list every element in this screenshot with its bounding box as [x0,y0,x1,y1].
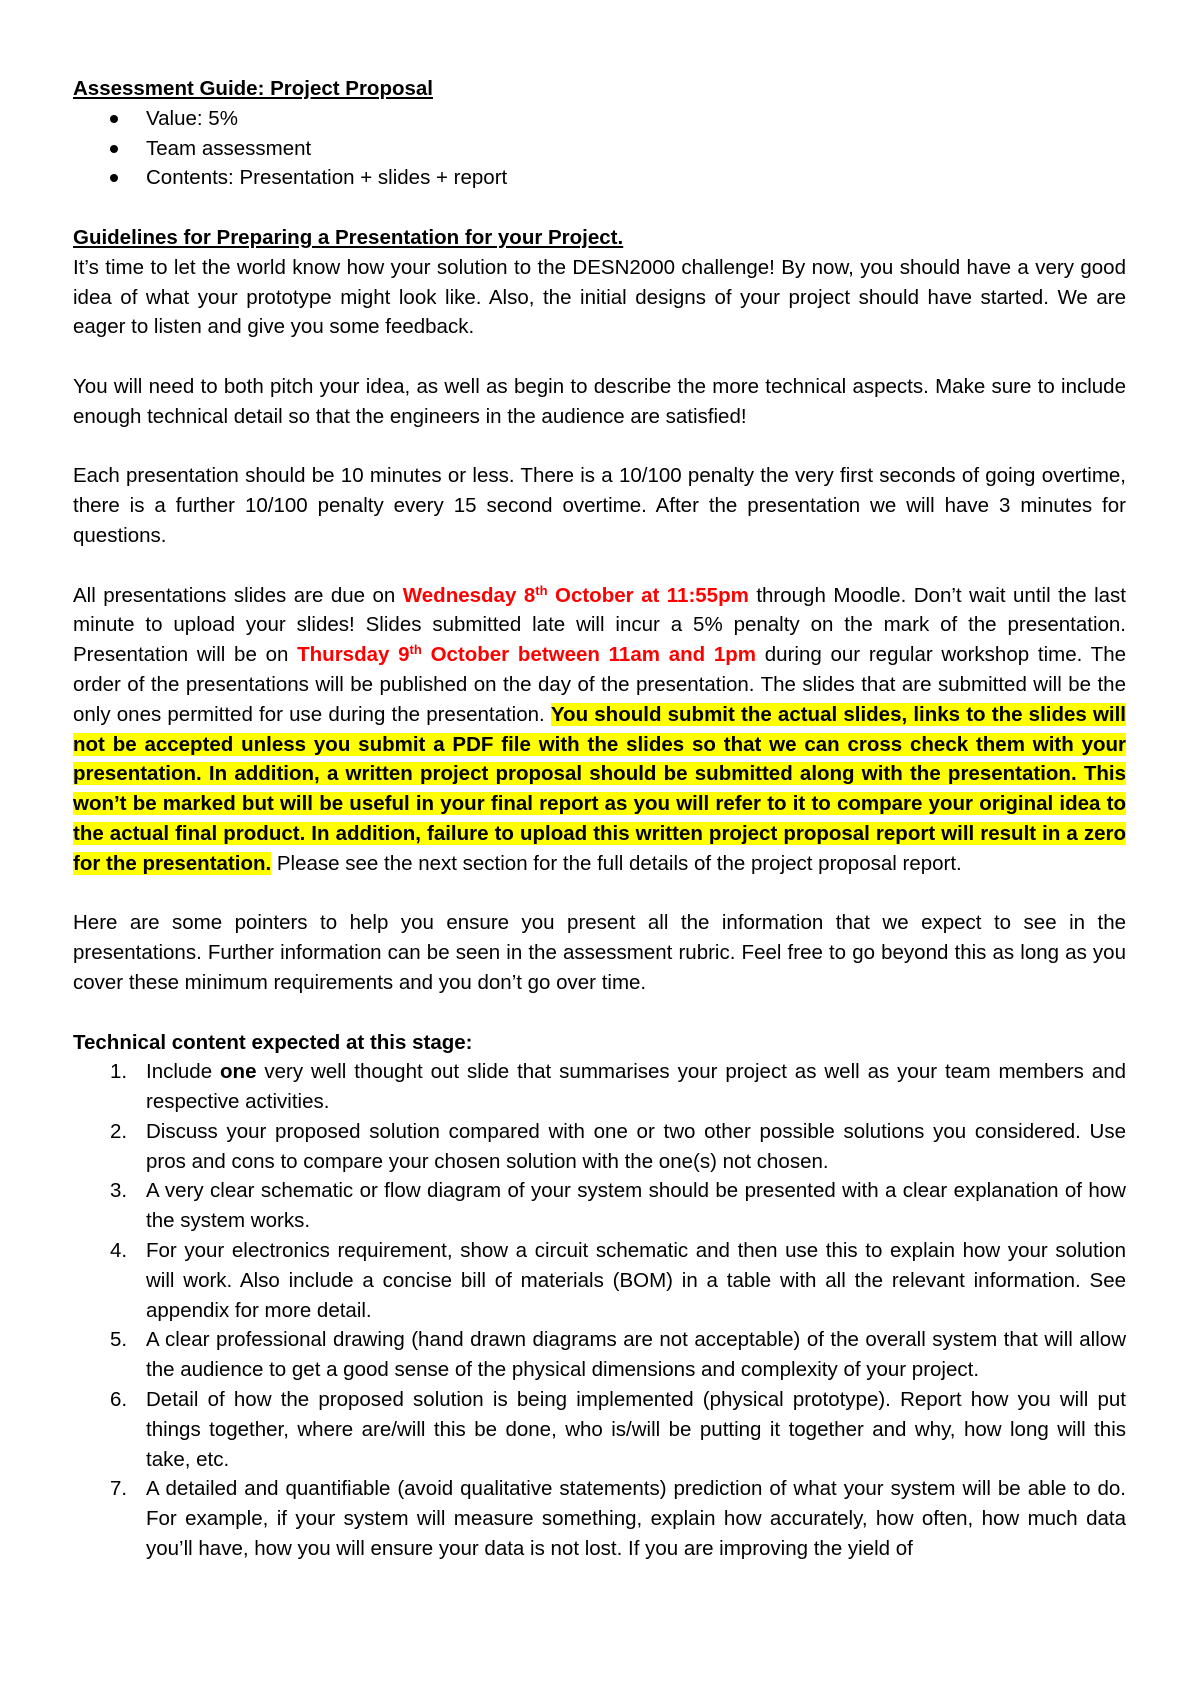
list-item-text: Discuss your proposed solution compared with one or two other possible solutions you considered. Use pros and cons to compare your chosen solution with the one(s) not chosen. [146,1119,1126,1173]
list-item [73,1325,1126,1385]
list-item [73,1385,1126,1474]
list-item-number: 5. [110,1328,128,1352]
page-title: Assessment Guide: Project Proposal [73,77,434,100]
spacer [73,193,1126,223]
highlighted-notice: You should submit the actual slides, links to the slides will not be accepted unless you submit a PDF file with the slides so that we can cross check them with your presentation. In addition, a written project proposal should be submitted along with the presentation. This won’t be marked but will be useful in your final report as you will refer to it to compare your original idea to the actual final product. In addition, failure to upload this written project proposal report will result in a zero for the presentation. [73,702,1126,875]
summary-bullet-list [73,104,1126,193]
bullet-icon [110,145,118,153]
paragraph-text: Please see the next section for the full details of the project proposal report. [271,851,962,875]
list-item-text: For your electronics requirement, show a circuit schematic and then use this to explain how your solution will work. Also include a concise bill of materials (BOM) in a table with all the relevant information. See appendix for more detail. [146,1239,1126,1322]
list-item-text: Contents: Presentation + slides + report [146,166,508,190]
spacer [73,879,1126,909]
presentation-date-text: October between 11am and 1pm [421,643,757,667]
paragraph-deadlines [73,581,1126,879]
paragraph-text: through Moodle. Don’t wait until the last minute to upload your slides! Slides submitted late will incur a 5% penalty on the mark of the presentation. Presentation will be on [73,583,1126,667]
bullet-icon [110,115,118,123]
presentation-date-suffix: th [409,642,422,658]
list-item-number: 2. [110,1119,128,1143]
spacer [73,551,1126,581]
due-date-text: October at 11:55pm [547,583,749,607]
list-item [73,134,1126,164]
list-item-text: Detail of how the proposed solution is being implemented (physical prototype). Report how you will put things together, where are/will this be done, who is/will be putting it together and why, how long will this take, etc. [146,1388,1126,1471]
list-item-number: 3. [110,1179,128,1203]
list-item-text: A detailed and quantifiable (avoid qualitative statements) prediction of what your system will be able to do. For example, if your system will measure something, explain how accurately, how often, how much data you’ll have, how you will ensure your data is not lost. If you are improving the yield of [146,1477,1126,1561]
spacer [73,998,1126,1028]
list-item [73,1117,1126,1177]
list-item-number: 4. [110,1239,128,1263]
list-item-text: Team assessment [146,136,312,160]
list-item-emphasis: one [220,1060,257,1084]
section-heading-technical: Technical content expected at this stage: [73,1030,473,1054]
due-date-suffix: th [535,582,548,598]
list-item-text: Value: 5% [146,106,238,130]
list-item [73,1236,1126,1325]
list-item [73,163,1126,193]
spacer [73,432,1126,462]
section-heading-guidelines: Guidelines for Preparing a Presentation for your Project. [73,225,624,249]
list-item-number: 7. [110,1477,128,1501]
list-item-text: A clear professional drawing (hand drawn diagrams are not acceptable) of the overall system that will allow the audience to get a good sense of the physical dimensions and complexity of your project. [146,1328,1126,1382]
presentation-date-text: Thursday 9 [297,643,410,667]
list-item [73,1176,1126,1236]
paragraph-pointers: Here are some pointers to help you ensure you present all the information that we expect to see in the presentations. Further information can be seen in the assessment rubric. Feel free to go beyond this as long as you cover these minimum requirements and you don’t go over time. [73,911,1126,994]
list-item-text: very well thought out slide that summarises your project as well as your team members and respective activities. [146,1060,1126,1114]
presentation-date [297,643,756,666]
paragraph-text: during our regular workshop time. The order of the presentations will be published on the day of the presentation. The slides that are submitted will be the only ones permitted for use during the presentation. [73,643,1126,726]
due-date-text: Wednesday 8 [402,583,536,607]
paragraph-timing: Each presentation should be 10 minutes or less. There is a 10/100 penalty the very first seconds of going overtime, there is a further 10/100 penalty every 15 second overtime. After the presentation we will have 3 minutes for questions. [73,464,1126,547]
list-item [73,1057,1126,1117]
technical-content-list [73,1057,1126,1564]
spacer [73,342,1126,372]
list-item [73,104,1126,134]
list-item-number: 1. [110,1060,128,1084]
list-item [73,1474,1126,1563]
list-item-text: Include [146,1060,221,1084]
list-item-text: A very clear schematic or flow diagram of your system should be presented with a clear explanation of how the system works. [146,1179,1126,1233]
paragraph-text: All presentations slides are due on [73,583,403,607]
bullet-icon [110,174,118,182]
paragraph-text [545,703,551,726]
due-date [403,584,749,607]
paragraph-pitch: You will need to both pitch your idea, as well as begin to describe the more technical aspects. Make sure to include enough technical detail so that the engineers in the audience are satisfied! [73,374,1126,428]
list-item-number: 6. [110,1388,128,1412]
paragraph-intro: It’s time to let the world know how your solution to the DESN2000 challenge! By now, you should have a very good idea of what your prototype might look like. Also, the initial designs of your project should have started. We are eager to listen and give you some feedback. [73,255,1126,339]
